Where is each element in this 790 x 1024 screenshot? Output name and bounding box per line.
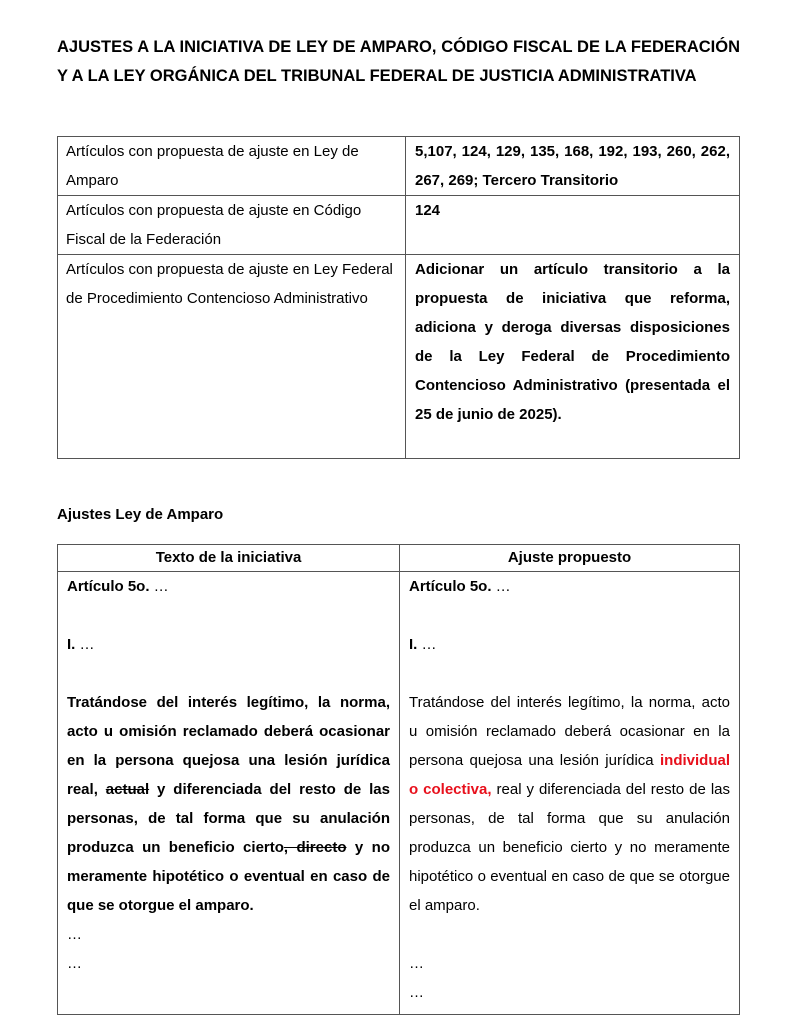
document-title: AJUSTES A LA INICIATIVA DE LEY DE AMPARO, CÓDIGO FISCAL DE LA FEDERACIÓN Y A LA LEY ORGÁNICA DEL TRIBUNAL FEDERAL DE JUSTICIA ADMINISTRATIVA [57, 38, 740, 85]
section-heading: Ajustes Ley de Amparo [57, 506, 224, 523]
summary-label: Artículos con propuesta de ajuste en Ley de Amparo [58, 137, 406, 196]
ellipsis-line: … [409, 984, 424, 1001]
summary-row-procedimiento-contencioso [58, 255, 740, 459]
column-header-iniciativa: Texto de la iniciativa [58, 545, 400, 572]
ajuste-text-cell [400, 572, 740, 1015]
article-line [67, 572, 390, 601]
paragraph-text: Tratándose del interés legítimo, la norma, acto u omisión reclamado deberá ocasionar en la persona quejosa una lesión jurídica real, [67, 694, 390, 798]
fraction-number: I. [67, 636, 76, 653]
paragraph-text: y diferenciada del resto de las personas, de tal forma que su anulación produzca un beneficio cierto [67, 781, 390, 856]
summary-value: 5,107, 124, 129, 135, 168, 192, 193, 260, 262, 267, 269; Tercero Transitorio [406, 137, 740, 196]
summary-value: Adicionar un artículo transitorio a la propuesta de iniciativa que reforma, adiciona y deroga diversas disposiciones de la Ley Federal de Procedimiento Contencioso Administrativo (presentada el 25 de junio de 2025). [406, 255, 740, 459]
added-text: individual o colectiva, [409, 752, 730, 798]
comparison-header-row [58, 545, 740, 572]
article-number: Artículo 5o. [67, 578, 150, 595]
comparison-table [57, 544, 740, 1015]
ellipsis-line: … [409, 955, 424, 972]
paragraph-text: y no meramente hipotético o eventual en caso de que se otorgue el amparo. [67, 839, 390, 914]
ellipsis-line: … [67, 926, 82, 943]
summary-row-codigo-fiscal [58, 196, 740, 255]
paragraph-text: Tratándose del interés legítimo, la norma, acto u omisión reclamado deberá ocasionar en la persona quejosa una lesión jurídica [409, 694, 730, 769]
ellipsis: … [491, 578, 511, 595]
iniciativa-text-cell [58, 572, 400, 1015]
fraction-line [409, 630, 730, 659]
comparison-row [58, 572, 740, 1015]
summary-value: 124 [406, 196, 740, 255]
ellipsis: … [149, 578, 169, 595]
summary-row-ley-amparo [58, 137, 740, 196]
deleted-text: actual [105, 781, 150, 798]
fraction-number: I. [409, 636, 418, 653]
column-header-ajuste: Ajuste propuesto [400, 545, 740, 572]
summary-label: Artículos con propuesta de ajuste en Código Fiscal de la Federación [58, 196, 406, 255]
article-paragraph [67, 688, 390, 920]
summary-table [57, 136, 740, 459]
article-line [409, 572, 730, 601]
ellipsis-line: … [67, 955, 82, 972]
article-number: Artículo 5o. [409, 578, 492, 595]
fraction-line [67, 630, 390, 659]
article-paragraph [409, 688, 730, 920]
summary-label: Artículos con propuesta de ajuste en Ley Federal de Procedimiento Contencioso Administrativo [58, 255, 406, 459]
ellipsis: … [75, 636, 95, 653]
ellipsis: … [417, 636, 437, 653]
deleted-text: , directo [283, 839, 347, 856]
paragraph-text: real y diferenciada del resto de las personas, de tal forma que su anulación produzca un beneficio cierto y no meramente hipotético o eventual en caso de que se otorgue el amparo. [409, 781, 731, 914]
